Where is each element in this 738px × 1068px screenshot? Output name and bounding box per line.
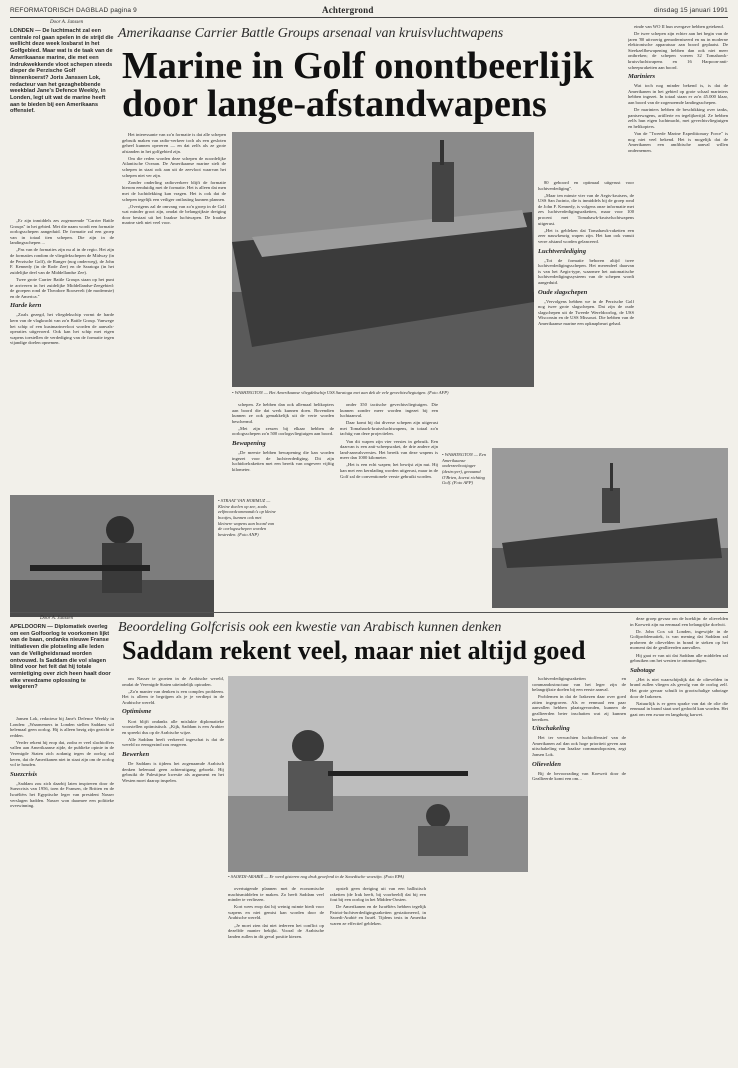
subheading: Sabotage	[630, 666, 655, 674]
article-lede: APELDOORN — Diplomatiek overleg om een Golfoorlog te voorkomen lijkt van de baan, ondanks nieuwe Franse initiatieven die plotseling alle leden van de Veiligheidsraad worden ontvouwd. Is Saddam die vol slagen blind voor het feit dat hij totale vernietiging over zich heen haalt door elke vreedzame oplossing te weigeren?	[10, 624, 111, 691]
paragraph: „Maar ten minste vier van de Aegis-kruisers, de USS San Jacinto, die is inmiddels bij de groep rond de John F. Kennedy, is volgens onze informatie met zes luchtverdedigingsraketten, maar voor 100 procent met Tomahawk-kruisvluchtwapens uitgerust.	[538, 192, 634, 226]
text-column-3	[232, 402, 334, 498]
subheading: Oude slagschepen	[538, 288, 588, 296]
paragraph: overtuigende plannen met de economische machtsmiddelen te maken. Zo heeft Saddam veel minder te verliezen.	[228, 886, 324, 903]
section-title: Achtergrond	[322, 5, 374, 15]
subheading: Luchtverdediging	[538, 247, 586, 255]
article-kicker: Amerikaanse Carrier Battle Groups arsenaal van kruisvluchtwapens	[118, 26, 504, 41]
desert-soldiers-caption: • SAOEDI-ARABIË — Er werd gisteren nog druk geoefend in de Saoedische woestijn. (Foto EPA)	[228, 874, 404, 879]
paragraph: De twee schepen zijn echter aan het begin van de jaren '80 uitvoerig gemoderniseerd en nu in moderne elektronische apparatuur aan boord geplaatst. De Steekzelfbewapening hebben dan ook niet meer ontbreken; de schepen voeren 32 Tomahawk-kruisvluchtwapens en 16 Harpoon-anti-scheepsraketten aan boord.	[628, 31, 728, 70]
paragraph: „Het is een echt wapen; het bewijst zijn nut. Hij kan met een kernlading worden uitgerust, maar in de Golf zal de conventionele versie gebruikt worden.	[340, 462, 438, 479]
page-date: dinsdag 15 januari 1991	[654, 7, 728, 14]
paragraph: „Met zijn zessen bij elkaar hebben de oorlogsschepen zo'n 500 oorlogsvliegtuigen aan boord.	[232, 425, 334, 437]
paragraph: onder 350 tactische gevechtsvliegtuigen. Die kunnen zonder meer worden ingezet bij een luchtaanval.	[340, 402, 438, 419]
paragraph: Jansen Lok, redacteur bij Jane's Defence Weekly in Londen: „Waarnemers in Londen stellen Saddam wil helemaal geen oorlog. Hij is alleen bezig zijn gezicht te redden.	[10, 716, 114, 738]
text-column-3	[228, 886, 324, 1046]
text-column-5	[538, 180, 634, 440]
paragraph: Bij de bevoorrading van Koeweit door de Geallieerde komt een om...	[532, 770, 626, 782]
article-headline	[122, 47, 622, 123]
headline-line-2: door lange-afstandwapens	[122, 83, 547, 125]
article-saddam	[10, 616, 728, 1056]
paragraph: Natuurlijk is er geen sprake van dat de olie die eenmaal in brand staat snel gedoofd kan worden. Het gaat om een zwaar en langdurig karwei.	[630, 700, 728, 717]
paragraph: Alle Saddam heeft verkeerd ingeschat is dat de wereld zo eensgezind zou reageren.	[122, 736, 224, 748]
headline-line-1: Marine in Golf onontbeerlijk	[122, 45, 594, 87]
paragraph: „Pas van de formaties zijn nu al in de regio. Het zijn de formaties rondom de vliegdekschepen de Midway (in de Perzische Golf), de Ranger (nog onderweg), de John F. Kennedy (in de Rode Zee) en de Saratoga (in het zuidelijke deel van de Middellandse Zee).	[10, 247, 114, 275]
paragraph: Van dit wapen zijn vier versies in gebruik. Een daarvan is een anti-scheepsraket, de drie andere zijn land-aanvalsversies. Het bereik van deze wapens is meer dan 1000 kilometer.	[340, 438, 438, 461]
desert-soldiers-photo	[228, 676, 528, 872]
carrier-photo	[232, 132, 534, 387]
text-column-5	[532, 676, 626, 1046]
paragraph: „Zo'n manier van denken is een complex probleem. Het is alleen te begrijpen als je je verdiept in de Arabische wereld.	[122, 688, 224, 705]
text-column-1	[10, 716, 114, 1046]
carrier-photo-caption: • WASHINGTON — Het Amerikaanse vliegdekschip USS Saratoga met aan dek de vele gevechtsvliegtuigen. (Foto AFP)	[232, 390, 449, 395]
byline: Door A. Janssen	[40, 616, 74, 621]
paragraph: Kort blijft ondanks alle mislukte diplomatieke voorstellen optimistisch. „Kijk, Saddam is een Arabier en spreekt dus op de Arabische wijze.	[122, 718, 224, 735]
paragraph: De Saddam is tijdens het zogenaamde Arabisch denken helemaal geen achteruitgang geboekt. Hij gebruikt de Palestijnse kwestie als argument en het Westen moet daarop inspelen.	[122, 761, 224, 783]
paragraph: „Vervolgens hebben we in de Perzische Golf nog twee grote slagschepen. Dat zijn de oude slagschepen uit de Tweede Wereldoorlog, de USS Wisconsin en de USS Missouri. Die hebben van de Amerikaanse marine een opknapbeurt gehad.	[538, 298, 634, 326]
paragraph: opstelt geen dreiging uit van een ballistisch raketten (de Irak heeft, bij voorbeeld) dat bij een fout bij een oorlog in het Midden-Oosten.	[330, 886, 426, 903]
soldier-photo	[10, 495, 214, 617]
paragraph: Daar komt bij dat diverse schepen zijn uitgerust met Tomahawk-kruisvluchtwapens, in totaal zo'n tachtig van deze projectielen.	[340, 420, 438, 437]
subheading: Uitschakeling	[532, 725, 570, 733]
paragraph: Dr. John Cox uit Londen, ingewijde in de Golfproblematiek, is van mening dat Saddam zal proberen de olievelden in brand te steken op het moment dat de geallieerden aanvallen.	[630, 628, 728, 651]
page-header	[10, 6, 728, 18]
subheading: Mariniers	[628, 73, 656, 81]
paragraph: Wat toch nog minder bekend is, is dat de Amerikanen in het gebied op grote schaal mariniers hebben ingezet. In totaal staan er zo'n 45.000 klaar, aan boord van de zogenoemde landingsschepen.	[628, 83, 728, 106]
paragraph: „Het is gebleken dat Tomahawk-raketten een zeer nauwkeurig wapen zijn. Het kan ook vanuit verre afstand worden gelanceerd.	[538, 227, 634, 244]
destroyer-photo-caption: • WASHINGTON — Een Amerikaanse onderzeebootjager (destroyer), genaamd O'Brien, koerst richting Golf. (Foto AFP)	[442, 452, 487, 486]
article-lede: LONDEN — De luchtmacht zal een centrale rol gaan spelen in de strijd die wellicht deze week losbarst in het Golfgebied. Maar wat is de taak van de Amerikaanse marine, die met een indrukwekkende vloot schepen steeds dieper de Perzische Golf binnenkoerst? Joris Janssen Lok, redacteur van het gezaghebbende weekblad Jane's Defence Weekly, in Londen, legt uit wat de marine heeft aan te bieden bij een Amerikaans offensief.	[10, 28, 114, 115]
paragraph: „Zoals gezegd, het vliegdekschip vormt de harde kern van de vlagkracht van zo'n Battle Group. Vanwege het schip of een kustmarinevloot worden de aanvals-operaties uitgevoerd. Ook kan het schip met eigen wapens toestellen de verdediging van de formatie tegen vijandige doelen opnemen.	[10, 312, 114, 346]
paragraph: Verder rekent hij erop dat, zodra er veel slachtoffers vallen aan Amerikaanse zijde, de publieke opinie in de Verenigde Staten zich zodanig tegen de oorlog zal keren, dat de Amerikanen niet in staat zijn om de oorlog vol te houden.	[10, 739, 114, 768]
paper-name: REFORMATORISCH DAGBLAD pagina 9	[10, 7, 137, 14]
carrier-image	[232, 132, 534, 387]
destroyer-image	[492, 448, 728, 608]
paragraph: Om die reden worden deze schepen de noordelijke Atlantische Oceaan. De Amerikaanse marine stelt de schepen in staat ook aan uit de zeevloot waarvan het schepen niet ver zijn.	[122, 155, 226, 178]
text-column-6	[630, 616, 728, 1046]
paragraph: Kort wees erop dat hij weinig ruimte biedt voor wapens en niet gemist kan worden door de Arabische wereld.	[228, 904, 324, 921]
paragraph: „Er zijn inmiddels zes zogenoemde "Carrier Battle Groups" in het gebied. Met die naam wordt een formatie oorlogsschepen aangeduid. De formatie zal een groep van in totaal tien schepen. Die zijn in de landingsschepen ...	[10, 218, 114, 246]
destroyer-photo	[492, 448, 728, 608]
text-column-6	[628, 24, 728, 419]
subheading: Optimisme	[122, 708, 152, 716]
subheading: Suezcrisis	[10, 770, 38, 778]
text-column-1	[10, 218, 114, 518]
article-marine	[10, 20, 728, 590]
paragraph: Problemen in dat de Irakezen daar over goed zitten ingegraven. Als er eenmaal een paar aanvallen hebben plaatsgevonden, kunnen de geallieerden beter inschatten wat zij kunnen bereiken.	[532, 694, 626, 722]
paragraph: Zonder onderling radioverkeer blijft de formatie hierom eenduidig met de formatie. Het is alleen dat men met de luchtdekking kan vragen. Het is ook dat de schepen tegelijk een veiliger ontlasting kunnen plannen.	[122, 179, 226, 202]
paragraph: „De meeste hebben bewapening die kan worden ingezet voor de luchtverdediging. Dit zijn luchtdoelraketten met een bereik van ongeveer vijftig kilometer.	[232, 450, 334, 472]
article-kicker: Beoordeling Golfcrisis ook een kwestie van Arabisch kunnen denken	[118, 620, 502, 635]
paragraph: „Je moet zien dat niet iedereen het conflict op dezelfde manier bekijkt. Vooral de Arabische landen zullen in dit geval positie kiezen.	[228, 922, 324, 939]
desert-soldiers-image	[228, 676, 528, 872]
text-column-2	[122, 676, 224, 1046]
paragraph: De mariniers hebben de beschikking over tanks, pantserwagens, artillerie en tegelijkertijd. Ze hebben zelfs hun eigen luchtmacht, met gevechtsvliegtuigen en helikopters.	[628, 107, 728, 129]
paragraph: De Amerikanen en de Israëliërs hebben tegelijk Patriot-luchtverdedigingsraketten gestationeerd, in Saoedi-Arabië en Israël. Tijdens tests in Amerika waren ze effectief gebleken.	[330, 904, 426, 927]
soldier-photo-caption: • STRAAT VAN HORMUZ — Kleine doelen op zee, zoals zelfmoordcommando's op kleine bootjes, kunnen ook met kleinere wapens aan boord van de oorlogsschepen worden bestreden. (Foto ANP)	[218, 498, 276, 537]
paragraph: om Nasser te groeten in de Arabische wereld, omdat de Verenigde Staten uiteindelijk optraden.	[122, 676, 224, 687]
text-column-4	[330, 886, 426, 1046]
paragraph: deze groep gevaar om de hoeklijn: de olievelden in Koeweit zijn nu eenmaal een belangrijke doelwit.	[630, 616, 728, 627]
paragraph: Het interessante van zo'n formatie is dat alle schepen gebruik maken van radio-verkeer toch als een gesloten geheel kunnen opereren — en dat zelfs als ze grote afstanden in het golfgebied zijn.	[122, 132, 226, 154]
paragraph: „Het is niet waarschijnlijk dat de olievelden in brand zullen vliegen als gevolg van de oorlog zelf. Het grote gevaar schuilt in grootschalige sabotage door de Irakezen.	[630, 676, 728, 699]
byline: Door A. Janssen	[50, 20, 84, 25]
soldier-image	[10, 495, 214, 617]
paragraph: luchtverdedigingsraketten en commandostructuur van het leger zijn de belangrijkste doelen bij een eerste aanval.	[532, 676, 626, 693]
paragraph: „Saddam zou zich daarbij laten inspireren door de Suezcrisis van 1956, toen de Fransen, de Britten en de Israëliërs het Egyptische leger van president Nasser verslagen hadden. Nasser won daarmee een politieke overwinning.	[10, 780, 114, 809]
paragraph: Hij gaat er van uit dat Saddam alle middelen zal gebruiken om het westen te ontmoedigen.	[630, 652, 728, 664]
paragraph: „Overigens zal de omvang van zo'n groep in de Golf wat minder groot zijn, omdat de belangrijkste dreiging door bestaat uit het Iraakse luchtwapen. De Iraakse marine stelt niet veel voor.	[122, 203, 226, 226]
subheading: Harde kern	[10, 302, 42, 310]
section-divider	[10, 612, 728, 613]
article-headline: Saddam rekent veel, maar niet altijd goed	[122, 636, 586, 665]
paragraph: „Tot de formatie behoren altijd twee luchtverdedigingsschepen. Het merendeel daarvan is van het Aegis-type, waarmee het automatische luchtverdedigingssysteem van de schepen wordt aangeduid.	[538, 257, 634, 285]
paragraph: 80 geboord en optimaal uitgerust voor luchtverdediging".	[538, 180, 634, 191]
text-column-2	[122, 132, 226, 357]
paragraph: Twee grote Carrier Battle Groups staan op het punt te arriveren in het zuidelijke Middellandse-Zeegebied: de groepen rond de Theodore Roosevelt (de modernste) en de America."	[10, 276, 114, 299]
subheading: Bewerken	[122, 750, 150, 758]
paragraph: schepen. Ze hebben dan ook allemaal helikopters aan boord die dat werk kunnen doen. Bovendien kunnen ze ook gemakkelijk uit de verte worden beschermd.	[232, 402, 334, 424]
paragraph: einde van WO II hun overgave hebben getekend.	[634, 24, 724, 29]
paragraph: Van de "Tweede Marine Expeditionary Force" is nog niet veel bekend. Het is mogelijk dat de Amerikanen een amfibische aanval willen ondernemen.	[628, 131, 728, 153]
subheading: Olievelden	[532, 760, 561, 768]
text-column-4	[340, 402, 438, 612]
subheading: Bewapening	[232, 440, 266, 448]
paragraph: Het ter verwachten luchtoffensief van de Amerikanen zal dan ook hoge prioriteit geven aan uitschakeling van Iraakse commandoposten, zegt Jansen Lok.	[532, 735, 626, 758]
